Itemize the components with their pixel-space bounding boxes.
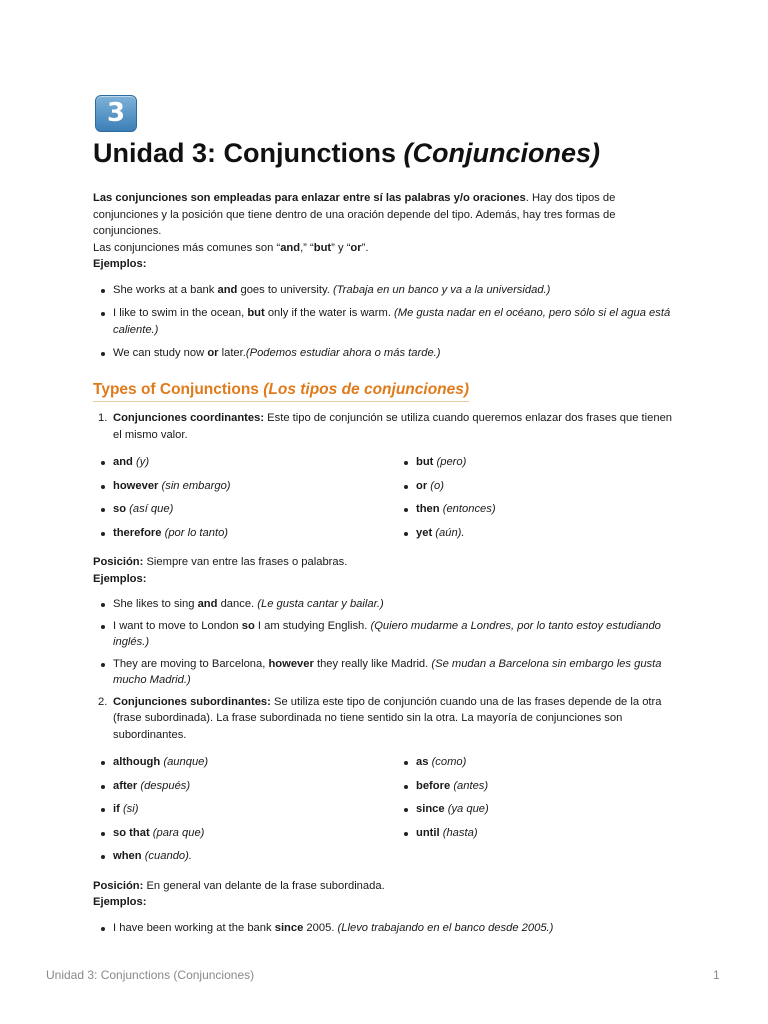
common-prefix: Las conjunciones más comunes son “ — [93, 241, 281, 254]
example-text: I am studying English. — [254, 619, 371, 632]
list-item — [93, 345, 673, 362]
conjunction-en: although — [113, 756, 161, 768]
example-translation: (Podemos estudiar ahora o más tarde.) — [245, 347, 441, 359]
conjunction-en: therefore — [113, 526, 162, 539]
common-mid2: ” y “ — [331, 241, 351, 254]
conjunction-en: as — [416, 756, 429, 768]
position-text: Siempre van entre las frases o palabras. — [143, 556, 348, 568]
example-keyword: since — [274, 921, 304, 934]
position-label: Posición: — [93, 556, 144, 568]
section-title: Types of Conjunctions — [93, 380, 264, 398]
subordinating-item — [93, 694, 673, 744]
list-item — [93, 801, 396, 818]
coordinating-conjunctions-list — [93, 454, 673, 541]
list-item — [93, 525, 396, 542]
list-item — [396, 754, 673, 771]
conjunction-en: or — [416, 479, 428, 492]
intro-bold: Las conjunciones son empleadas para enlazar entre sí las palabras y/o oraciones — [93, 192, 526, 204]
example-text: 2005. — [303, 921, 338, 934]
list-item — [93, 596, 673, 613]
example-translation: (Le gusta cantar y bailar.) — [257, 598, 384, 610]
conjunction-es: (pero) — [436, 456, 467, 468]
conjunction-en: if — [113, 803, 120, 815]
list-item — [93, 618, 673, 651]
list-item — [396, 801, 673, 818]
example-translation: (Trabaja en un banco y va a la universidad.) — [332, 283, 551, 296]
list-item — [93, 848, 396, 865]
coordinating-text: Este tipo de conjunción se utiliza cuando queremos enlazar dos frases que tienen el mismo valor. — [113, 412, 673, 441]
position-text: En general van delante de la frase subordinada. — [143, 879, 385, 892]
conjunction-es: (cuando). — [144, 850, 192, 862]
common-but: but — [313, 241, 332, 254]
example-text: I like to swim in the ocean, — [113, 307, 248, 319]
conjunction-es: (ya que) — [447, 803, 489, 815]
coordinating-position — [93, 554, 673, 587]
list-item — [93, 501, 396, 518]
subordinating-text: Se utiliza este tipo de conjunción cuando una de las frases depende de la otra (frase subordinada). La frase subordinada no tiene sentido sin la otra. La mayoría de conjunciones son subordinantes. — [113, 695, 662, 741]
coordinating-examples-list — [93, 596, 673, 689]
example-text: We can study now — [113, 347, 208, 359]
conjunction-es: (así que) — [129, 503, 174, 515]
section-heading — [93, 382, 469, 403]
examples-label: Ejemplos: — [93, 258, 147, 270]
list-item — [93, 305, 673, 338]
page-title — [93, 138, 600, 169]
item-number: 2. — [98, 695, 108, 708]
conjunction-en: however — [113, 479, 159, 492]
conjunction-en: after — [113, 779, 138, 792]
list-item — [396, 778, 673, 795]
conjunction-en: but — [416, 456, 434, 468]
conjunction-es: (o) — [430, 479, 444, 492]
conjunction-en: since — [416, 803, 445, 815]
keycap-three-icon — [95, 95, 137, 132]
list-item — [93, 454, 396, 471]
example-text: only if the water is warm. — [264, 307, 395, 319]
example-translation: (Me gusta nadar en el océano, pero sólo si el agua está caliente.) — [113, 307, 671, 336]
conjunction-es: (sin embargo) — [161, 479, 231, 492]
common-or: or — [350, 241, 362, 254]
title-italic: (Conjunciones) — [403, 138, 600, 168]
example-keyword: and — [217, 283, 238, 296]
page-number: 1 — [713, 968, 720, 982]
footer-title: Unidad 3: Conjunctions (Conjunciones) — [46, 968, 255, 982]
example-text: I have been working at the bank — [113, 921, 275, 934]
list-item — [93, 282, 673, 299]
conjunction-en: until — [416, 826, 440, 839]
example-keyword: and — [197, 598, 218, 610]
common-suffix: ”. — [361, 241, 369, 254]
list-item — [93, 825, 396, 842]
conjunction-es: (después) — [140, 779, 191, 792]
example-keyword: or — [207, 347, 219, 359]
conjunction-en: so that — [113, 826, 150, 839]
example-text: goes to university. — [237, 283, 333, 296]
intro-paragraph — [93, 190, 673, 273]
conjunction-es: (como) — [431, 756, 467, 768]
conjunction-es: (por lo tanto) — [164, 526, 229, 539]
example-text: they really like Madrid. — [313, 657, 432, 670]
subordinating-position — [93, 878, 673, 911]
conjunction-en: so — [113, 503, 127, 515]
example-translation: (Se mudan a Barcelona sin embargo les gusta mucho Madrid.) — [113, 657, 662, 686]
title-main: Unidad 3: Conjunctions — [93, 138, 404, 168]
conjunction-en: then — [416, 503, 440, 515]
conjunction-es: (entonces) — [442, 503, 496, 515]
example-text: I want to move to London — [113, 619, 242, 632]
list-item — [93, 656, 673, 689]
list-item — [396, 501, 673, 518]
conjunction-es: (para que) — [152, 826, 205, 839]
conjunction-es: (antes) — [453, 779, 489, 792]
intro-rest: . Hay dos tipos de conjunciones y la posición que tiene dentro de una oración depende del tipo. Además, hay tres formas de conjunciones. — [93, 192, 616, 237]
list-item — [93, 478, 396, 495]
example-text: She likes to sing — [113, 598, 198, 610]
conjunction-en: when — [113, 850, 142, 862]
example-keyword: however — [268, 657, 314, 670]
list-item — [396, 825, 673, 842]
section-title-italic: (Los tipos de conjunciones) — [263, 380, 470, 398]
example-keyword: but — [247, 307, 265, 319]
list-item — [396, 454, 673, 471]
conjunction-en: and — [113, 456, 133, 468]
example-text: They are moving to Barcelona, — [113, 657, 269, 670]
example-translation: (Quiero mudarme a Londres, por lo tanto estoy estudiando inglés.) — [113, 619, 661, 648]
example-keyword: so — [241, 619, 255, 632]
examples-label: Ejemplos: — [93, 572, 147, 585]
conjunction-en: yet — [416, 526, 433, 539]
subordinating-label: Conjunciones subordinantes: — [113, 695, 271, 708]
document-body — [93, 190, 673, 941]
position-label: Posición: — [93, 879, 144, 892]
coordinating-item — [93, 410, 673, 443]
common-and: and — [280, 241, 301, 254]
common-mid1: ,” “ — [300, 241, 314, 254]
example-text: She works at a bank — [113, 283, 218, 296]
list-item — [93, 920, 673, 937]
list-item — [93, 754, 396, 771]
list-item — [93, 778, 396, 795]
intro-examples-list — [93, 282, 673, 362]
examples-label: Ejemplos: — [93, 896, 147, 908]
subordinating-examples-list — [93, 920, 673, 937]
conjunction-en: before — [416, 779, 451, 792]
list-item — [396, 525, 673, 542]
conjunction-es: (si) — [122, 803, 139, 815]
conjunction-es: (y) — [136, 456, 150, 468]
item-number: 1. — [98, 412, 108, 424]
list-item — [396, 478, 673, 495]
example-translation: (Llevo trabajando en el banco desde 2005.) — [337, 921, 554, 934]
coordinating-label: Conjunciones coordinantes: — [113, 412, 265, 424]
example-text: dance. — [217, 598, 258, 610]
keycap-digit: 3 — [106, 98, 126, 128]
example-text: later. — [218, 347, 246, 359]
conjunction-es: (aunque) — [163, 756, 209, 768]
conjunction-es: (hasta) — [442, 826, 478, 839]
conjunction-es: (aún). — [435, 526, 465, 539]
subordinating-conjunctions-list — [93, 754, 673, 865]
